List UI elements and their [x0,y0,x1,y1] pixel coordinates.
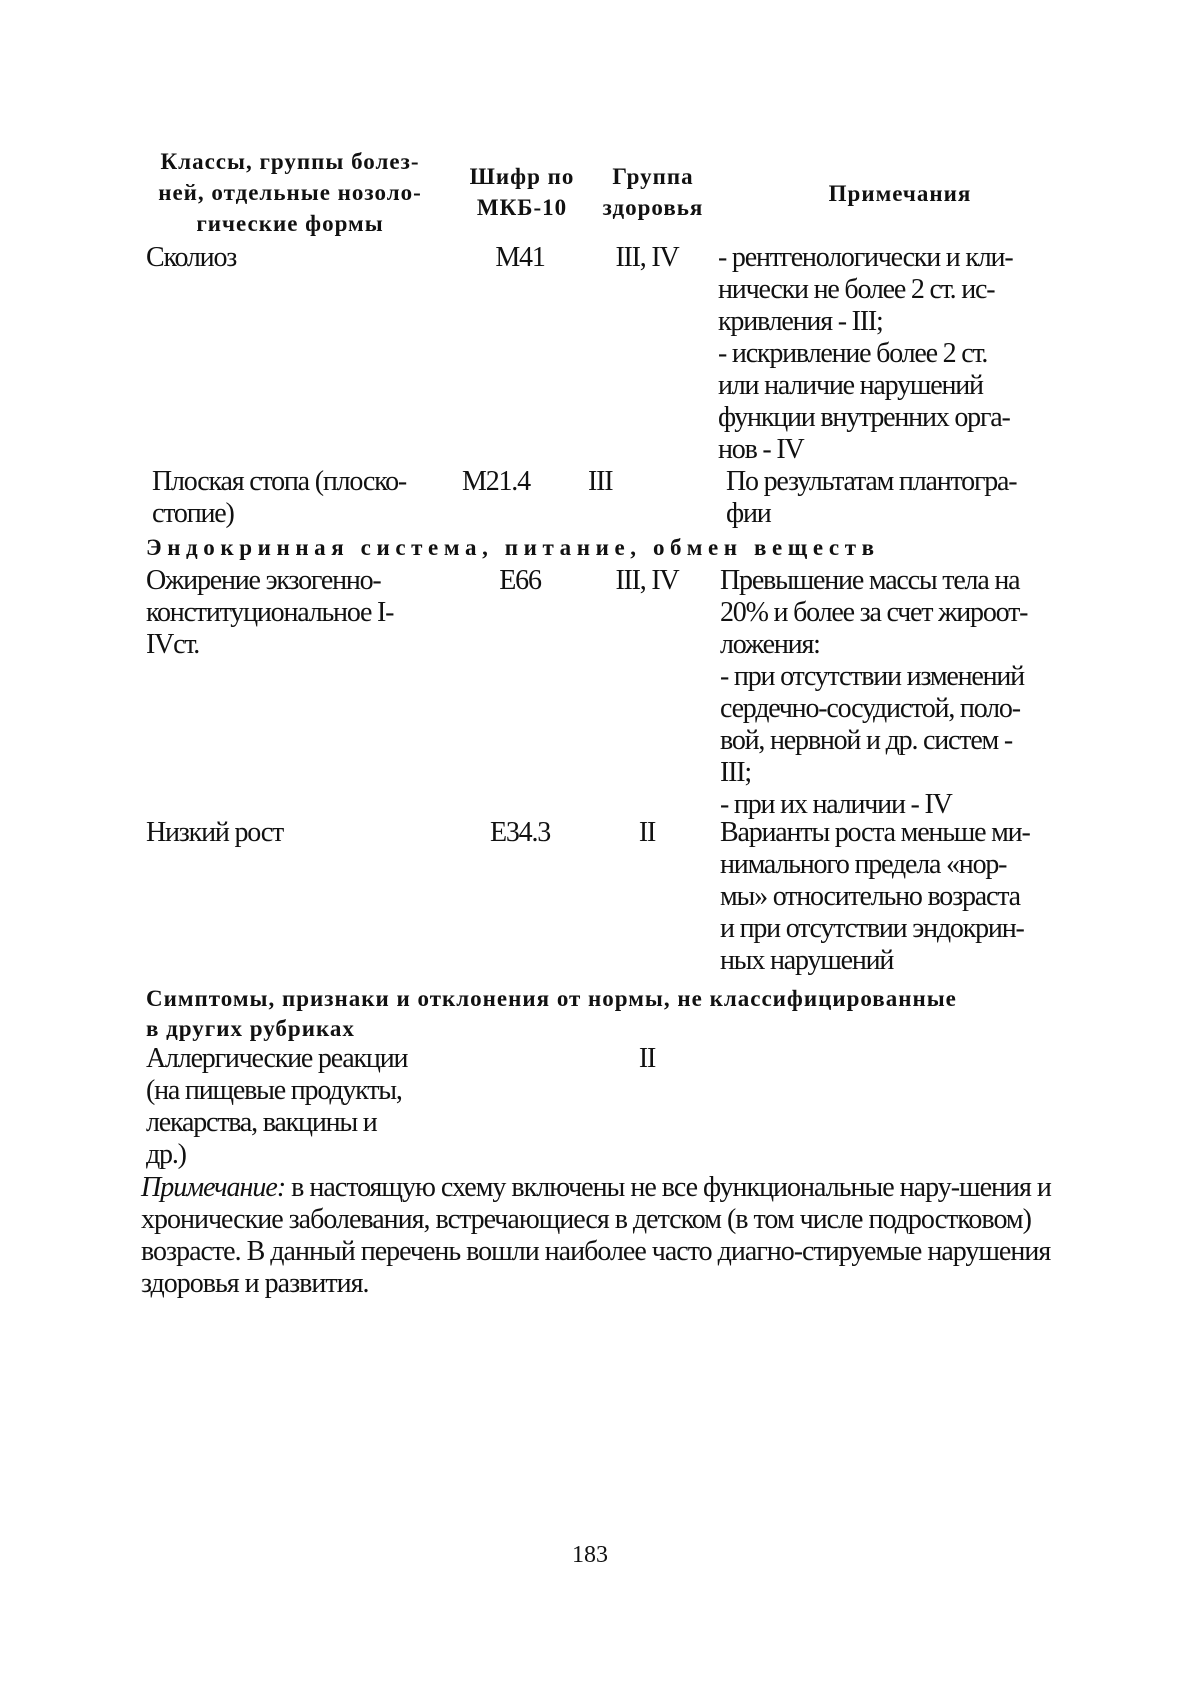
row-code: Е34.3 [489,817,551,848]
footnote [141,1172,1061,1300]
header-health-group: Группа здоровья [602,164,704,220]
row-code: Е66 [499,565,541,596]
section-heading: Симптомы, признаки и отклонения от нормы, не классифицированные в других рубриках [146,986,957,1041]
section-heading: Эндокринная система, питание, обмен веществ [146,535,880,560]
row-group: III [588,466,613,497]
row-name: Плоская стопа (плоско- стопие) [152,466,407,529]
row-note: Варианты роста меньше ми- нимального предела «нор- мы» относительно возраста и при отсутствии эндокрин- ных нарушений [720,817,1030,976]
header-icd-code: Шифр по МКБ-10 [469,164,575,220]
page-number: 183 [572,1542,608,1568]
row-name: Низкий рост [146,817,283,848]
row-group: II [638,817,656,848]
header-classes: Классы, группы болез- ней, отдельные нозоло- гические формы [158,149,422,236]
row-group: III, IV [615,242,679,273]
footnote-label: Примечание: [141,1172,286,1203]
row-name: Сколиоз [146,242,237,273]
row-code: М41 [495,242,545,273]
row-note: Превышение массы тела на 20% и более за счет жироот- ложения: - при отсутствии изменений сердечно-сосудистой, поло- вой, нервной и др. систем - III; - при их наличии - IV [720,565,1028,820]
row-name: Аллергические реакции (на пищевые продукты, лекарства, вакцины и др.) [146,1043,408,1170]
row-group: II [638,1043,656,1074]
row-code: М21.4 [462,466,530,497]
row-note: - рентгенологически и кли- нически не более 2 ст. ис- кривления - III; - искривление более 2 ст. или наличие нарушений функции внутренних орга- нов - IV [718,242,1013,465]
row-note: По результатам плантогра- фии [726,466,1017,529]
row-name: Ожирение экзогенно- конституциональное I- IVст. [146,565,394,660]
header-notes: Примечания [828,181,972,206]
footnote-text: в настоящую схему включены не все функциональные нару-шения и хронические заболевания, встречающиеся в детском (в том числе подростковом) возрасте. В данный перечень вошли наиболее часто диагно-стируемые нарушения здоровья и развития. [141,1172,1051,1299]
row-group: III, IV [615,565,679,596]
